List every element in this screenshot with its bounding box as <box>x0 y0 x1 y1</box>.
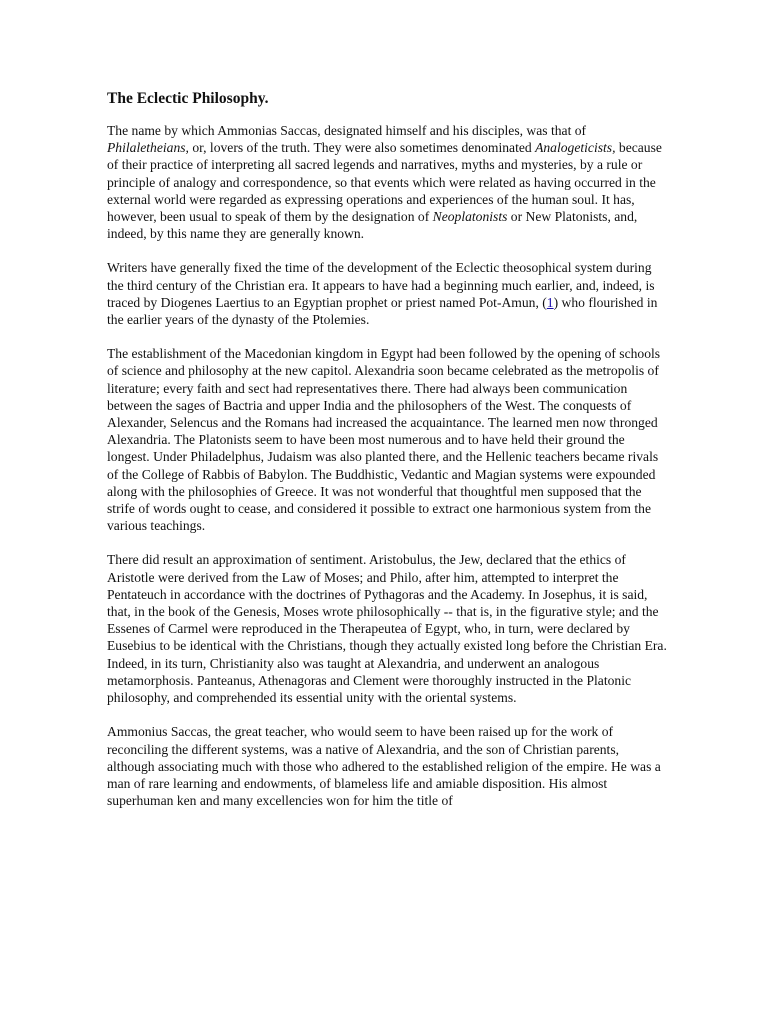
paragraph-4: There did result an approximation of sentiment. Aristobulus, the Jew, declared that the ethics of Aristotle were derived from the Law of Moses; and Philo, after him, attempted to interpret the Pentateuch in accordance with the doctrines of Pythagoras and the Academy. In Josephus, it is said, that, in the book of the Genesis, Moses wrote philosophically -- that is, in the figurative style; and the Essenes of Carmel were reproduced in the Therapeutea of Egypt, who, in turn, were declared by Eusebius to be identical with the Christians, though they actually existed long before the Christian Era. Indeed, in its turn, Christianity also was taught at Alexandria, and underwent an analogous metamorphosis. Panteanus, Athenagoras and Clement were thoroughly instructed in the Platonic philosophy, and comprehended its essential unity with the oriental systems. <box>107 552 667 706</box>
paragraph-5: Ammonius Saccas, the great teacher, who would seem to have been raised up for the work of reconciling the different systems, was a native of Alexandria, and the son of Christian parents, although associating much with those who adhered to the established religion of the empire. He was a man of rare learning and endowments, of blameless life and amiable disposition. His almost superhuman ken and many excellencies won for him the title of <box>107 724 661 809</box>
paragraph-3: The establishment of the Macedonian kingdom in Egypt had been followed by the opening of schools of science and philosophy at the new capitol. Alexandria soon became celebrated as the metropolis of literature; every faith and sect had representatives there. There had always been communication between the sages of Bactria and upper India and the philosophers of the West. The conquests of Alexander, Selencus and the Romans had increased the acquaintance. The learned men now thronged Alexandria. The Platonists seem to have been most numerous and to have held their ground the longest. Under Philadelphus, Judaism was also planted there, and the Hellenic teachers became rivals of the College of Rabbis of Babylon. The Buddhistic, Vedantic and Magian systems were expounded along with the philosophies of Greece. It was not wonderful that thoughtful men supposed that the strife of words ought to cease, and considered it possible to extract one harmonious system from the various teachings. <box>107 346 661 534</box>
p2-text-2: ) who flourished in the earlier years of the dynasty of the Ptolemies. <box>107 294 658 328</box>
p2-text-1: Writers have generally fixed the time of the development of the Eclectic theosophical system during the third century of the Christian era. It appears to have had a beginning much earlier, and, indeed, is traced by Diogenes Laertius to an Egyptian prophet or priest named Pot-Amun, ( <box>107 260 655 310</box>
document-page <box>107 90 667 826</box>
paragraph-2 <box>107 259 667 328</box>
p1-italic-analogeticists: Analogeticists, <box>535 140 616 156</box>
p1-text-3: because of their practice of interpreting all sacred legends and narratives, myths and mysteries, by a rule or principle of analogy and correspondence, so that events which were related as having occurred in the external world were regarded as expressing operations and experiences of the human soul. It has, however, been usual to speak of them by the designation of <box>107 140 662 225</box>
document-title: The Eclectic Philosophy. <box>107 90 269 107</box>
p1-italic-neoplatonists: Neoplatonists <box>432 209 508 225</box>
p1-text-1: The name by which Ammonias Saccas, designated himself and his disciples, was that of <box>107 123 587 138</box>
p1-text-2: or, lovers of the truth. They were also sometimes denominated <box>188 140 536 156</box>
p1-text-4: or New Platonists, and, indeed, by this name they are generally known. <box>107 209 638 242</box>
paragraph-1 <box>107 122 667 242</box>
footnote-link-1[interactable]: 1 <box>546 294 554 310</box>
p1-italic-philaletheians: Philaletheians, <box>107 140 189 156</box>
